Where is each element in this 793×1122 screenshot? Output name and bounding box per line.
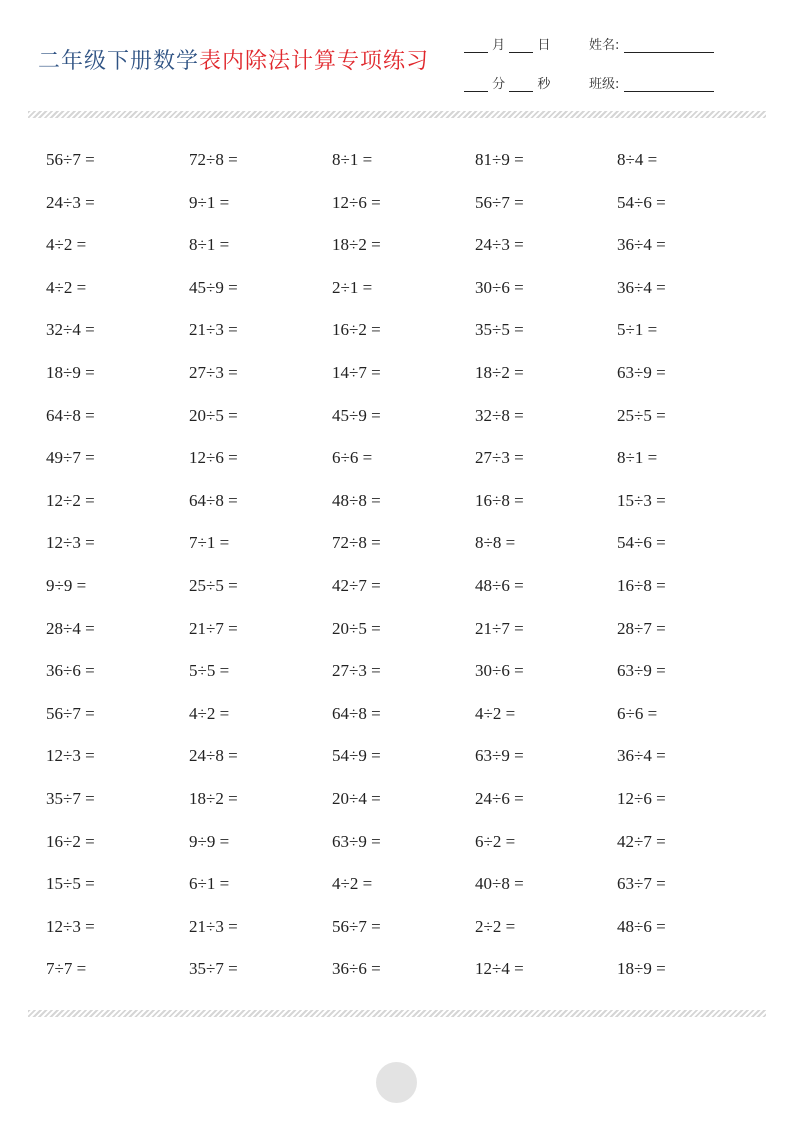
division-problem: 24÷8 = xyxy=(189,746,238,766)
worksheet-title xyxy=(38,44,429,75)
division-problem: 18÷9 = xyxy=(617,959,666,979)
division-problem: 56÷7 = xyxy=(475,192,524,212)
division-problem: 27÷3 = xyxy=(189,362,238,382)
division-problem: 6÷2 = xyxy=(475,831,516,851)
division-problem: 12÷6 = xyxy=(189,448,238,468)
division-problem: 4÷2 = xyxy=(332,874,373,894)
minute-label: 分 xyxy=(492,77,506,92)
division-problem: 15÷3 = xyxy=(617,490,666,510)
division-problem: 12÷4 = xyxy=(475,959,524,979)
division-problem: 30÷6 = xyxy=(475,661,524,681)
month-blank[interactable] xyxy=(464,40,488,53)
division-problem: 18÷2 = xyxy=(475,362,524,382)
division-problem: 9÷9 = xyxy=(189,831,230,851)
title-topic: 表内除法计算专项练习 xyxy=(199,49,430,74)
division-problem: 64÷8 = xyxy=(332,703,381,723)
name-blank[interactable] xyxy=(624,40,714,53)
class-blank[interactable] xyxy=(624,79,714,92)
division-problem: 35÷5 = xyxy=(475,320,524,340)
division-problem: 16÷2 = xyxy=(332,320,381,340)
division-problem: 8÷1 = xyxy=(332,150,373,169)
division-problem: 15÷5 = xyxy=(46,874,95,894)
month-label: 月 xyxy=(492,38,506,53)
division-problem: 21÷3 = xyxy=(189,320,238,340)
day-label: 日 xyxy=(537,38,551,53)
division-problem: 27÷3 = xyxy=(475,448,524,468)
division-problem: 12÷6 = xyxy=(332,192,381,212)
division-problem: 9÷9 = xyxy=(46,575,87,595)
division-problem: 35÷7 = xyxy=(46,788,95,808)
division-problem: 18÷9 = xyxy=(46,362,95,382)
division-problem: 16÷8 = xyxy=(475,490,524,510)
class-label: 班级: xyxy=(589,77,620,92)
division-problem: 21÷7 = xyxy=(189,618,238,638)
division-problem: 54÷6 = xyxy=(617,192,666,212)
division-problem: 49÷7 = xyxy=(46,448,95,468)
division-problem: 42÷7 = xyxy=(332,575,381,595)
division-problem: 12÷2 = xyxy=(46,490,95,510)
division-problem: 12÷3 = xyxy=(46,533,95,553)
division-problem: 54÷9 = xyxy=(332,746,381,766)
division-problem: 8÷1 = xyxy=(617,448,658,468)
division-problem: 2÷2 = xyxy=(475,916,516,936)
division-problem: 48÷8 = xyxy=(332,490,381,510)
division-problem: 28÷4 = xyxy=(46,618,95,638)
division-problem: 36÷6 = xyxy=(332,959,381,979)
division-problem: 21÷3 = xyxy=(189,916,238,936)
division-problem: 32÷4 = xyxy=(46,320,95,340)
second-blank[interactable] xyxy=(509,79,533,92)
division-problem: 16÷2 = xyxy=(46,831,95,851)
division-problem: 36÷6 = xyxy=(46,661,95,681)
division-problem: 20÷4 = xyxy=(332,788,381,808)
division-problem: 6÷6 = xyxy=(617,703,658,723)
division-problem: 9÷1 = xyxy=(189,192,230,212)
division-problem: 7÷7 = xyxy=(46,959,87,979)
page-marker xyxy=(376,1062,417,1103)
division-problem: 72÷8 = xyxy=(332,533,381,553)
division-problem: 24÷3 = xyxy=(475,235,524,255)
division-problem: 20÷5 = xyxy=(332,618,381,638)
division-problem: 12÷3 = xyxy=(46,916,95,936)
name-label: 姓名: xyxy=(589,38,620,53)
division-problem: 30÷6 = xyxy=(475,277,524,297)
name-field xyxy=(589,34,714,53)
division-problem: 63÷9 = xyxy=(617,661,666,681)
division-problem: 64÷8 = xyxy=(46,405,95,425)
division-problem: 72÷8 = xyxy=(189,150,238,169)
division-problem: 24÷3 = xyxy=(46,192,95,212)
division-problem: 2÷1 = xyxy=(332,277,373,297)
division-problem: 18÷2 = xyxy=(189,788,238,808)
division-problem: 56÷7 = xyxy=(46,150,95,169)
division-problem: 8÷1 = xyxy=(189,235,230,255)
division-problem: 4÷2 = xyxy=(189,703,230,723)
division-problem: 8÷8 = xyxy=(475,533,516,553)
division-problem: 18÷2 = xyxy=(332,235,381,255)
division-problem: 45÷9 = xyxy=(189,277,238,297)
division-problem: 6÷6 = xyxy=(332,448,373,468)
date-fields xyxy=(464,34,550,53)
division-problem: 20÷5 = xyxy=(189,405,238,425)
division-problem: 63÷7 = xyxy=(617,874,666,894)
division-problem: 27÷3 = xyxy=(332,661,381,681)
division-problem: 48÷6 = xyxy=(617,916,666,936)
division-problem: 5÷1 = xyxy=(617,320,658,340)
division-problem: 24÷6 = xyxy=(475,788,524,808)
division-problem: 25÷5 = xyxy=(617,405,666,425)
division-problem: 56÷7 = xyxy=(332,916,381,936)
division-problem: 8÷4 = xyxy=(617,150,658,169)
division-problem: 6÷1 = xyxy=(189,874,230,894)
division-problem: 42÷7 = xyxy=(617,831,666,851)
division-problem: 36÷4 = xyxy=(617,746,666,766)
division-problem: 36÷4 = xyxy=(617,277,666,297)
division-problem: 35÷7 = xyxy=(189,959,238,979)
division-problem: 12÷3 = xyxy=(46,746,95,766)
top-divider xyxy=(28,111,766,118)
division-problem: 45÷9 = xyxy=(332,405,381,425)
division-problem: 21÷7 = xyxy=(475,618,524,638)
division-problem: 7÷1 = xyxy=(189,533,230,553)
division-problem: 4÷2 = xyxy=(475,703,516,723)
time-fields xyxy=(464,73,550,92)
bottom-divider xyxy=(28,1010,766,1017)
division-problem: 32÷8 = xyxy=(475,405,524,425)
division-problem: 63÷9 = xyxy=(617,362,666,382)
minute-blank[interactable] xyxy=(464,79,488,92)
division-problem: 14÷7 = xyxy=(332,362,381,382)
division-problem: 5÷5 = xyxy=(189,661,230,681)
division-problem: 56÷7 = xyxy=(46,703,95,723)
division-problem: 40÷8 = xyxy=(475,874,524,894)
division-problem: 16÷8 = xyxy=(617,575,666,595)
division-problem: 63÷9 = xyxy=(475,746,524,766)
division-problem: 4÷2 = xyxy=(46,235,87,255)
division-problem: 28÷7 = xyxy=(617,618,666,638)
division-problem: 54÷6 = xyxy=(617,533,666,553)
second-label: 秒 xyxy=(537,77,551,92)
division-problem: 81÷9 = xyxy=(475,150,524,169)
division-problem: 63÷9 = xyxy=(332,831,381,851)
division-problem: 12÷6 = xyxy=(617,788,666,808)
division-problem: 64÷8 = xyxy=(189,490,238,510)
division-problem: 25÷5 = xyxy=(189,575,238,595)
division-problem: 4÷2 = xyxy=(46,277,87,297)
title-grade: 二年级下册数学 xyxy=(38,49,200,74)
class-field xyxy=(589,73,714,92)
day-blank[interactable] xyxy=(509,40,533,53)
division-problem: 48÷6 = xyxy=(475,575,524,595)
division-problem: 36÷4 = xyxy=(617,235,666,255)
